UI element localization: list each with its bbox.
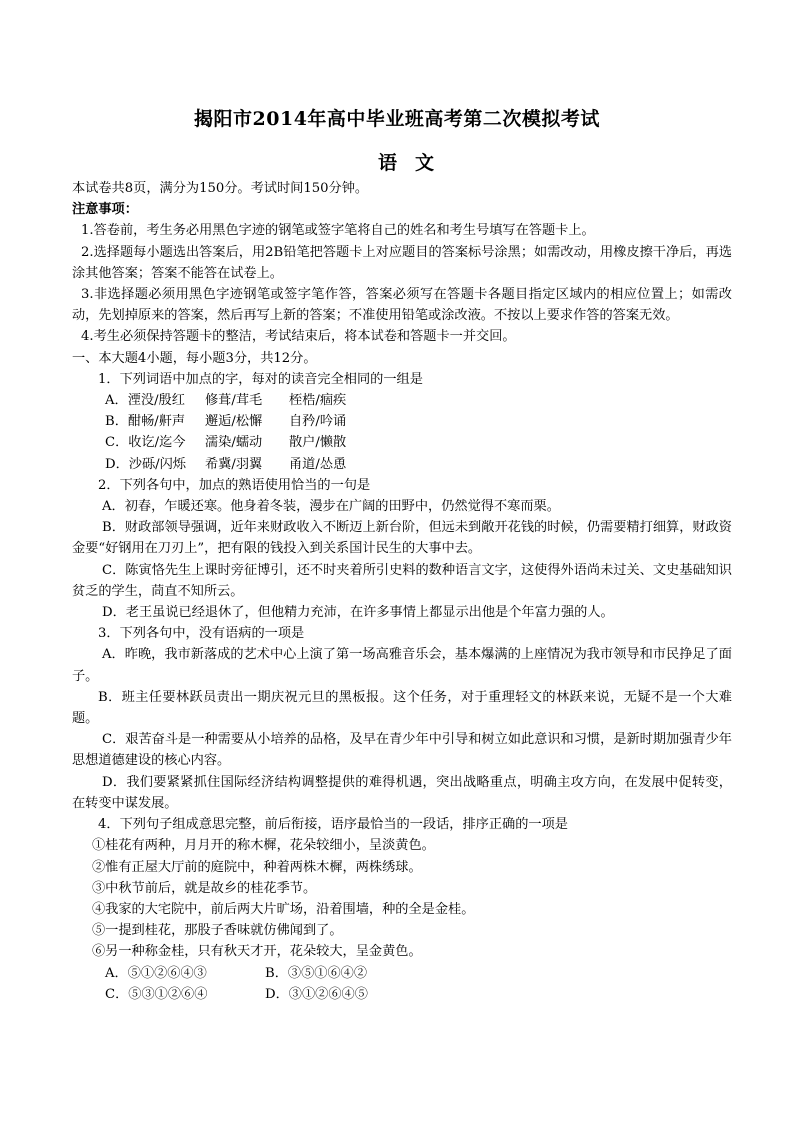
- question-2-option: A．初春，乍暖还寒。他身着冬装，漫步在广阔的田野中，仍然觉得不寒而栗。: [102, 499, 560, 515]
- question-4-sentence: ③中秋节前后，就是故乡的桂花季节。: [92, 880, 317, 896]
- question-2-option: B．财政部领导强调，近年来财政收入不断迈上新台阶，但远未到敞开花钱的时候，仍需要精打细算，财政资金要“好钢用在刀刃上”，把有限的钱投入到关系国计民生的大事中去。: [72, 520, 732, 557]
- question-4-sentence: ⑤一提到桂花，那股子香味就仿佛闻到了。: [92, 923, 343, 939]
- question-4-stem: 4．下列句子组成意思完整，前后衔接，语序最恰当的一段话，排序正确的一项是: [98, 817, 568, 833]
- question-3-option: C．艰苦奋斗是一种需要从小培养的品格，及早在青少年中引导和树立如此意识和习惯，是新时期加强青少年思想道德建设的核心内容。: [72, 732, 732, 769]
- notice-item: 4.考生必须保持答题卡的整洁，考试结束后，将本试卷和答题卡一并交回。: [81, 329, 516, 345]
- question-4-sentence: ④我家的大宅院中，前后两大片旷场，沿着围墙，种的全是金桂。: [92, 901, 475, 917]
- option-order: C．⑤③①②⑥④: [105, 986, 208, 1002]
- option-word: A．湮没/殷红: [105, 393, 185, 409]
- question-3-option: A．昨晚，我市新落成的艺术中心上演了第一场高雅音乐会，基本爆满的上座情况为我市领导和市民挣足了面子。: [72, 647, 732, 684]
- subject-title: 语文: [377, 152, 452, 174]
- option-word: 邂逅/松懈: [205, 414, 263, 430]
- exam-body: [72, 178, 732, 1005]
- question-4-option: [72, 963, 732, 984]
- intro-text: 本试卷共8页，满分为150分。考试时间150分钟。: [72, 181, 369, 196]
- question-4-sentence: ②惟有正屋大厅前的庭院中，种着两株木樨，两株绣球。: [92, 859, 422, 875]
- notice-heading: 注意事项：: [72, 202, 138, 218]
- option-word: 修葺/茸毛: [205, 393, 263, 409]
- question-3-stem: 3．下列各句中，没有语病的一项是: [98, 626, 305, 642]
- question-3-option: D．我们要紧紧抓住国际经济结构调整提供的难得机遇，突出战略重点，明确主攻方向，在发展中促转变，在转变中谋发展。: [72, 774, 732, 811]
- question-2-option: C．陈寅恪先生上课时旁征博引，还不时夹着所引史料的数种语言文字，这使得外语尚未过关、文史基础知识贫乏的学生，茼直不知所云。: [72, 562, 732, 599]
- question-1-option: [72, 390, 732, 411]
- question-1-option: [72, 411, 732, 432]
- option-word: 希冀/羽翼: [205, 456, 263, 472]
- question-1-option: [72, 432, 732, 453]
- question-3-option: B．班主任要林跃员责出一期庆祝元旦的黑板报。这个任务，对于重理轻文的林跃来说，无疑不是一个大难题。: [72, 689, 732, 727]
- question-2-option: D．老王虽说已经退休了，但他精力充沛，在许多事情上都显示出他是个年富力强的人。: [102, 605, 614, 621]
- option-word: 濡染/蠕动: [205, 435, 263, 451]
- notice-item: 1.答卷前，考生务必用黑色字迹的钢笔或签字笔将自己的姓名和考生号填写在答题卡上。: [81, 223, 595, 239]
- question-1-stem: 1．下列词语中加点的字，每对的读音完全相同的一组是: [98, 371, 423, 387]
- option-word: C．收讫/迄今: [105, 435, 186, 451]
- question-1-option: [72, 454, 732, 475]
- question-4-sentence: ①桂花有两种，月月开的称木樨，花朵较细小，呈淡黄色。: [92, 838, 435, 854]
- option-word: 散户/懒散: [289, 435, 347, 451]
- section-heading: 一、本大题4小题，每小题3分，共12分。: [72, 350, 317, 366]
- option-order: D．③①②⑥④⑤: [265, 986, 368, 1002]
- question-4-sentence: ⑥另一种称金桂，只有秋天才开，花朵较大，呈金黄色。: [92, 944, 422, 960]
- option-word: B．酣畅/鼾声: [105, 414, 186, 430]
- notice-item: 3.非选择题必须用黑色字迹钢笔或签字笔作答，答案必须写在答题卡各题目指定区域内的相应位置上；如需改动，先划掉原来的答案，然后再写上新的答案；不准使用铅笔或涂改液。不按以上要求作答的答案无效。: [72, 287, 732, 324]
- option-word: D．沙砾/闪烁: [105, 456, 186, 472]
- question-4-option: [72, 984, 732, 1005]
- option-word: 自矜/吟诵: [289, 414, 347, 430]
- question-2-stem: 2．下列各句中，加点的熟语使用恰当的一句是: [98, 477, 371, 493]
- option-word: 桎梏/痼疾: [289, 393, 347, 409]
- option-order: B．③⑤①⑥④②: [265, 965, 368, 981]
- notice-item: 2.选择题每小题选出答案后，用2B铅笔把答题卡上对应题目的答案标号涂黑；如需改动，用橡皮擦干净后，再选涂其他答案；答案不能答在试卷上。: [72, 244, 732, 281]
- option-word: 甬道/怂恿: [289, 456, 347, 472]
- option-order: A．⑤①②⑥④③: [105, 965, 207, 981]
- page-title: 揭阳市2014年高中毕业班高考第二次模拟考试: [194, 108, 600, 130]
